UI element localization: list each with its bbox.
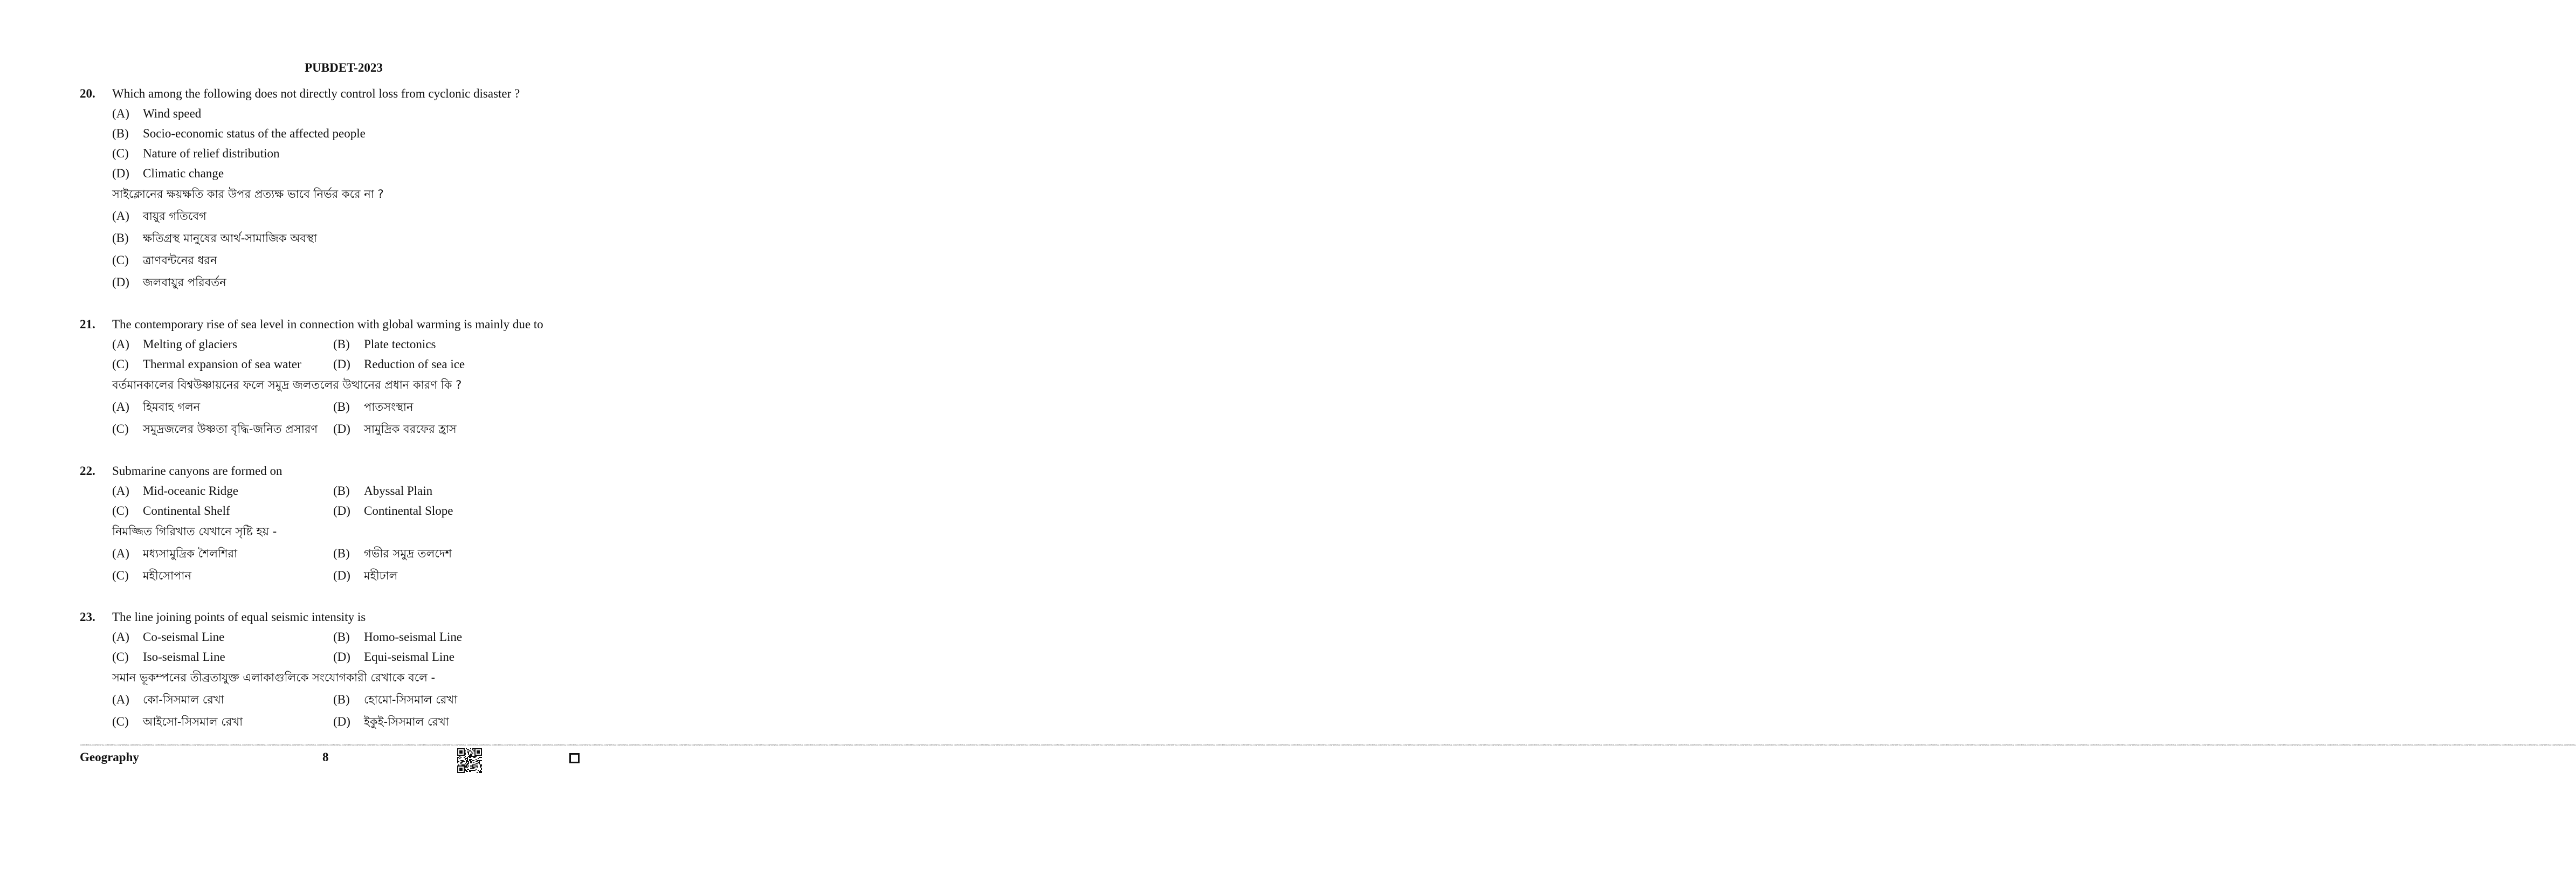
- question-20: [80, 84, 619, 293]
- confidential-strip: CONFIDENTIAL CONFIDENTIAL CONFIDENTIAL CONFIDENTIAL CONFIDENTIAL CONFIDENTIAL CONFIDENTIAL CONFIDENTIAL CONFIDENTIAL CONFIDENTIAL CONFIDENTIAL CONFIDENTIAL CONFIDENTIAL CONFIDENTIAL CONFIDENTIAL CONFIDENTIAL CONFIDENTIAL CONFIDENTIAL CONFIDENTIAL CONFIDENTIAL CONFIDENTIAL CONFIDENTIAL CONFIDENTIAL CONFIDENTIAL CONFIDENTIAL CONFIDENTIAL CONFIDENTIAL CONFIDENTIAL CONFIDENTIAL CONFIDENTIAL CONFIDENTIAL CONFIDENTIAL CONFIDENTIAL CONFIDENTIAL CONFIDENTIAL CONFIDENTIAL CONFIDENTIAL CONFIDENTIAL CONFIDENTIAL CONFIDENTIAL CONFIDENTIAL CONFIDENTIAL CONFIDENTIAL CONFIDENTIAL CONFIDENTIAL CONFIDENTIAL CONFIDENTIAL CONFIDENTIAL CONFIDENTIAL CONFIDENTIAL CONFIDENTIAL CONFIDENTIAL CONFIDENTIAL CONFIDENTIAL CONFIDENTIAL CONFIDENTIAL CONFIDENTIAL CONFIDENTIAL CONFIDENTIAL CONFIDENTIAL CONFIDENTIAL CONFIDENTIAL CONFIDENTIAL CONFIDENTIAL CONFIDENTIAL CONFIDENTIAL CONFIDENTIAL CONFIDENTIAL CONFIDENTIAL CONFIDENTIAL CONFIDENTIAL CONFIDENTIAL CONFIDENTIAL CONFIDENTIAL CONFIDENTIAL CONFIDENTIAL CONFIDENTIAL CONFIDENTIAL CONFIDENTIAL CONFIDENTIAL CONFIDENTIAL CONFIDENTIAL CONFIDENTIAL CONFIDENTIAL CONFIDENTIAL CONFIDENTIAL CONFIDENTIAL CONFIDENTIAL CONFIDENTIAL CONFIDENTIAL CONFIDENTIAL CONFIDENTIAL CONFIDENTIAL CONFIDENTIAL CONFIDENTIAL CONFIDENTIAL CONFIDENTIAL CONFIDENTIAL CONFIDENTIAL CONFIDENTIAL CONFIDENTIAL CONFIDENTIAL CONFIDENTIAL CONFIDENTIAL CONFIDENTIAL CONFIDENTIAL CONFIDENTIAL CONFIDENTIAL CONFIDENTIAL CONFIDENTIAL CONFIDENTIAL CONFIDENTIAL CONFIDENTIAL CONFIDENTIAL CONFIDENTIAL CONFIDENTIAL CONFIDENTIAL CONFIDENTIAL CONFIDENTIAL CONFIDENTIAL CONFIDENTIAL CONFIDENTIAL CONFIDENTIAL CONFIDENTIAL CONFIDENTIAL CONFIDENTIAL CONFIDENTIAL CONFIDENTIAL CONFIDENTIAL CONFIDENTIAL CONFIDENTIAL CONFIDENTIAL CONFIDENTIAL CONFIDENTIAL CONFIDENTIAL CONFIDENTIAL CONFIDENTIAL CONFIDENTIAL CONFIDENTIAL CONFIDENTIAL CONFIDENTIAL CONFIDENTIAL CONFIDENTIAL CONFIDENTIAL CONFIDENTIAL CONFIDENTIAL CONFIDENTIAL CONFIDENTIAL CONFIDENTIAL CONFIDENTIAL CONFIDENTIAL CONFIDENTIAL CONFIDENTIAL CONFIDENTIAL CONFIDENTIAL CONFIDENTIAL CONFIDENTIAL CONFIDENTIAL CONFIDENTIAL CONFIDENTIAL CONFIDENTIAL CONFIDENTIAL CONFIDENTIAL CONFIDENTIAL CONFIDENTIAL CONFIDENTIAL CONFIDENTIAL CONFIDENTIAL CONFIDENTIAL CONFIDENTIAL CONFIDENTIAL CONFIDENTIAL CONFIDENTIAL CONFIDENTIAL CONFIDENTIAL CONFIDENTIAL CONFIDENTIAL CONFIDENTIAL CONFIDENTIAL CONFIDENTIAL CONFIDENTIAL CONFIDENTIAL CONFIDENTIAL CONFIDENTIAL CONFIDENTIAL CONFIDENTIAL CONFIDENTIAL CONFIDENTIAL CONFIDENTIAL CONFIDENTIAL CONFIDENTIAL CONFIDENTIAL CONFIDENTIAL CONFIDENTIAL CONFIDENTIAL CONFIDENTIAL CONFIDENTIAL CONFIDENTIAL CONFIDENTIAL CONFIDENTIAL: [80, 744, 2576, 746]
- option-d: (D) Equi-seismal Line: [333, 650, 454, 664]
- question-number: 21.: [80, 318, 95, 331]
- option-c: (C) Iso-seismal Line: [112, 650, 225, 664]
- bengali-question-text: সাইক্লোনের ক্ষয়ক্ষতি কার উপর প্রত্যক্ষ ভাবে নির্ভর করে না ?: [112, 188, 384, 201]
- option-b: (B) Homo-seismal Line: [333, 630, 463, 644]
- bn-option-d: (D) ইকুই-সিসমাল রেখা: [333, 715, 449, 728]
- page-footer: [80, 748, 580, 770]
- option-d: (D) Climatic change: [112, 167, 224, 180]
- bn-option-a: (A) হিমবাহ গলন: [112, 400, 201, 413]
- footer-subject: Geography: [80, 750, 139, 764]
- footer-page-number: 8: [322, 750, 329, 764]
- option-d: (D) Continental Slope: [333, 504, 453, 518]
- bn-option-d: (D) সামুদ্রিক বরফের হ্রাস: [333, 422, 457, 436]
- qr-code-icon: [457, 748, 482, 773]
- option-c: (C) Continental Shelf: [112, 504, 230, 518]
- bn-option-b: (B) হোমো-সিসমাল রেখা: [333, 693, 458, 706]
- option-b: (B) Socio-economic status of the affected people: [112, 127, 366, 140]
- option-a: (A) Wind speed: [112, 107, 202, 120]
- option-a: (A) Melting of glaciers: [112, 337, 238, 351]
- question-number: 20.: [80, 87, 95, 100]
- page-header: PUBDET-2023: [305, 61, 383, 74]
- bn-option-d: (D) জলবায়ুর পরিবর্তন: [112, 275, 226, 289]
- bn-option-c: (C) আইসো-সিসমাল রেখা: [112, 715, 243, 728]
- bn-option-a: (A) কো-সিসমাল রেখা: [112, 693, 224, 706]
- option-a: (A) Co-seismal Line: [112, 630, 225, 644]
- option-c: (C) Thermal expansion of sea water: [112, 357, 301, 371]
- bengali-question-text: নিমজ্জিত গিরিখাত যেখানে সৃষ্টি হয় -: [112, 525, 277, 538]
- question-21: [80, 314, 619, 440]
- question-text: Submarine canyons are formed on: [112, 464, 283, 478]
- question-number: 23.: [80, 610, 95, 624]
- option-b: (B) Abyssal Plain: [333, 484, 433, 498]
- option-d: (D) Reduction of sea ice: [333, 357, 465, 371]
- bn-option-c: (C) ত্রাণবন্টনের ধরন: [112, 253, 217, 267]
- question-text: The line joining points of equal seismic intensity is: [112, 610, 366, 624]
- bn-option-c: (C) সমুদ্রজলের উষ্ণতা বৃদ্ধি-জনিত প্রসারণ: [112, 422, 318, 436]
- bn-option-c: (C) মহীসোপান: [112, 569, 191, 582]
- bn-option-b: (B) গভীর সমুদ্র তলদেশ: [333, 547, 452, 560]
- option-a: (A) Mid-oceanic Ridge: [112, 484, 238, 498]
- bn-option-d: (D) মহীঢাল: [333, 569, 398, 582]
- question-text: The contemporary rise of sea level in connection with global warming is mainly due to: [112, 318, 543, 331]
- question-22: [80, 461, 619, 587]
- bengali-question-text: বর্তমানকালের বিশ্বউষ্ণায়নের ফলে সমুদ্র জলতলের উত্থানের প্রধান কারণ কি ?: [112, 378, 462, 391]
- bengali-question-text: সমান ভূকম্পনের তীব্রতাযুক্ত এলাকাগুলিকে সংযোগকারী রেখাকে বলে -: [112, 671, 436, 684]
- question-text: Which among the following does not directly control loss from cyclonic disaster ?: [112, 87, 520, 100]
- option-b: (B) Plate tectonics: [333, 337, 436, 351]
- bn-option-b: (B) ক্ষতিগ্রস্থ মানুষের আর্থ-সামাজিক অবস্থা: [112, 231, 318, 245]
- bn-option-a: (A) বায়ুর গতিবেগ: [112, 209, 206, 223]
- bn-option-a: (A) মধ্যসামুদ্রিক শৈলশিরা: [112, 547, 238, 560]
- bn-option-b: (B) পাতসংস্থান: [333, 400, 414, 413]
- square-icon: [569, 753, 580, 763]
- option-c: (C) Nature of relief distribution: [112, 147, 280, 160]
- question-23: [80, 607, 619, 733]
- question-number: 22.: [80, 464, 95, 478]
